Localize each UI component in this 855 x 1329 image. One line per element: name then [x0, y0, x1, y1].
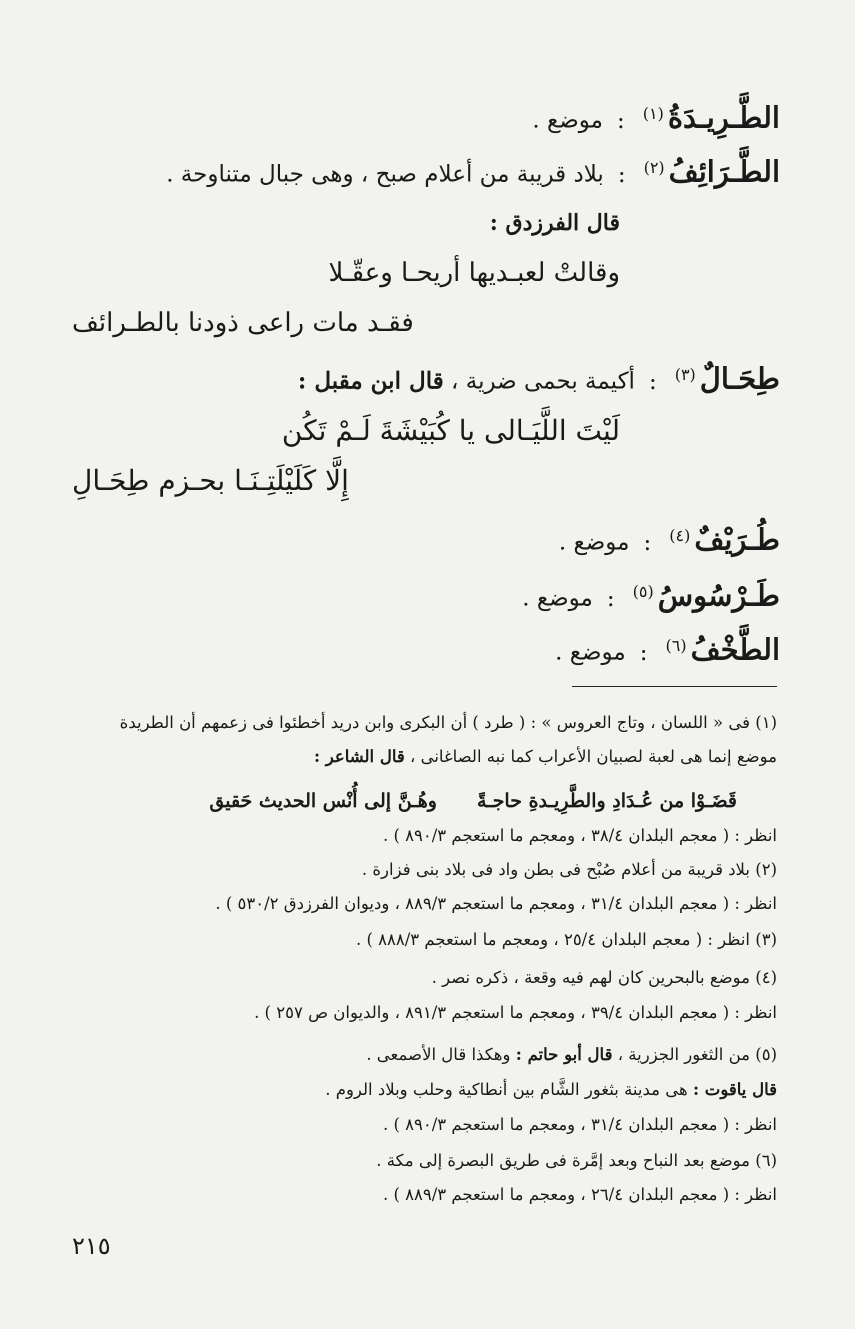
entry-turaif — [559, 516, 780, 563]
colon-separator: : — [606, 585, 615, 612]
footnote-text: (٥) من الثغور الجزرية ، — [617, 1045, 777, 1064]
footnote-6-reference: انظر : ( معجم البلدان ٢٦/٤ ، ومعجم ما استعجم ٨٨٩/٣ ) . — [382, 1185, 777, 1204]
verse-hemistich-2: إِلَّا كَلَيْلَتِـنَـا بحـزم طِحَـالِ — [72, 464, 349, 497]
poet-intro: قال الشاعر : — [313, 747, 405, 766]
entry-takhf — [555, 626, 780, 673]
verse-hemistich-1: وقالتْ لعبـديها أريحـا وعقّـلا — [328, 258, 620, 288]
entry-headword: الطَّـرَائِفُ — [668, 154, 780, 189]
footnote-ref: (١) — [642, 104, 664, 123]
entry-definition: بلاد قريبة من أعلام صبح ، وهى جبال متناوحة . — [166, 161, 604, 188]
entry-headword: طُـرَيْفٌ — [694, 522, 780, 557]
colon-separator: : — [617, 161, 626, 188]
entry-tihal — [298, 355, 780, 402]
footnote-1-verse — [209, 784, 737, 818]
footnote-5-line-1 — [366, 1040, 777, 1070]
footnote-text: هى مدينة بثغور الشَّام بين أنطاكية وحلب وبلاد الروم . — [325, 1080, 688, 1099]
footnote-ref: (٣) — [674, 365, 696, 384]
entry-definition: موضع . — [558, 529, 630, 556]
colon-separator: : — [616, 107, 625, 134]
footnote-divider — [572, 686, 777, 687]
footnote-ref: (٥) — [632, 582, 654, 601]
entry-definition: أكيمة بحمى ضرية ، — [451, 368, 635, 395]
colon-separator: : — [639, 639, 648, 666]
colon-separator: : — [643, 529, 652, 556]
entry-tarida — [532, 94, 780, 141]
entry-headword: طَـرْسُوسُ — [657, 578, 780, 613]
footnote-text: موضع إنما هى لعبة لصبيان الأعراب كما نبه الصاغانى ، — [410, 747, 777, 766]
entry-definition: موضع . — [522, 585, 593, 612]
footnote-2-line-1: (٢) بلاد قريبة من أعلام صُبْح فى بطن واد فى بلاد بنى فزارة . — [361, 860, 777, 879]
footnote-ref: (٢) — [643, 158, 665, 177]
verse-hemistich-1: قَضَـوْا من عُـدَادِ والطَّرِيـدةِ حاجـةً — [476, 790, 737, 812]
footnote-ref: (٦) — [665, 636, 687, 655]
poet-intro: قال ابن مقبل : — [297, 367, 444, 395]
entry-headword: الطَّـرِيـدَةُ — [667, 100, 780, 135]
footnote-6-line-1: (٦) موضع بعد النباح وبعد إمَّرة فى طريق البصرة إلى مكة . — [376, 1151, 777, 1170]
entry-definition: موضع . — [532, 107, 603, 134]
footnote-5-line-2 — [325, 1075, 777, 1105]
colon-separator: : — [648, 368, 657, 395]
footnote-ref: (٤) — [669, 526, 691, 545]
footnote-4-reference: انظر : ( معجم البلدان ٣٩/٤ ، ومعجم ما استعجم ٨٩١/٣ ، والديوان ص ٢٥٧ ) . — [254, 1003, 777, 1022]
quoted-author: قال أبو حاتم : — [515, 1045, 613, 1064]
footnote-4-line-1: (٤) موضع بالبحرين كان لهم فيه وقعة ، ذكره نصر . — [431, 968, 777, 987]
footnote-1-line-1: (١) فى « اللسان ، وتاج العروس » : ( طرد ) أن البكرى وابن دريد أخطئوا فى زعمهم أن الطريدة — [119, 713, 777, 732]
entry-taraif — [166, 148, 780, 195]
footnote-2-reference: انظر : ( معجم البلدان ٣١/٤ ، ومعجم ما استعجم ٨٨٩/٣ ، وديوان الفرزدق ٥٣٠/٢ ) . — [215, 894, 777, 913]
entry-tarsus — [522, 572, 780, 619]
footnote-1-reference: انظر : ( معجم البلدان ٣٨/٤ ، ومعجم ما استعجم ٨٩٠/٣ ) . — [382, 826, 777, 845]
footnote-text: وهكذا قال الأصمعى . — [366, 1045, 511, 1064]
poet-intro: قال الفرزدق : — [489, 210, 620, 236]
footnote-3: (٣) انظر : ( معجم البلدان ٢٥/٤ ، ومعجم ما استعجم ٨٨٨/٣ ) . — [355, 930, 777, 949]
entry-headword: طِحَـالٌ — [699, 361, 780, 396]
verse-hemistich-2: فقـد مات راعى ذودنا بالطـرائف — [72, 308, 414, 338]
footnote-5-reference: انظر : ( معجم البلدان ٣١/٤ ، ومعجم ما استعجم ٨٩٠/٣ ) . — [382, 1115, 777, 1134]
footnote-1-line-2 — [314, 742, 777, 772]
entry-headword: الطَّخْفُ — [690, 632, 780, 667]
verse-hemistich-2: وهُـنَّ إلى أُنْس الحديث حَقيق — [209, 790, 437, 812]
entry-definition: موضع . — [555, 639, 626, 666]
verse-hemistich-1: لَيْتَ اللَّيَـالى يا كُبَيْشَةَ لَـمْ تَكُن — [281, 414, 620, 447]
quoted-author: قال ياقوت : — [692, 1080, 777, 1099]
page-number: ٢١٥ — [72, 1232, 111, 1260]
